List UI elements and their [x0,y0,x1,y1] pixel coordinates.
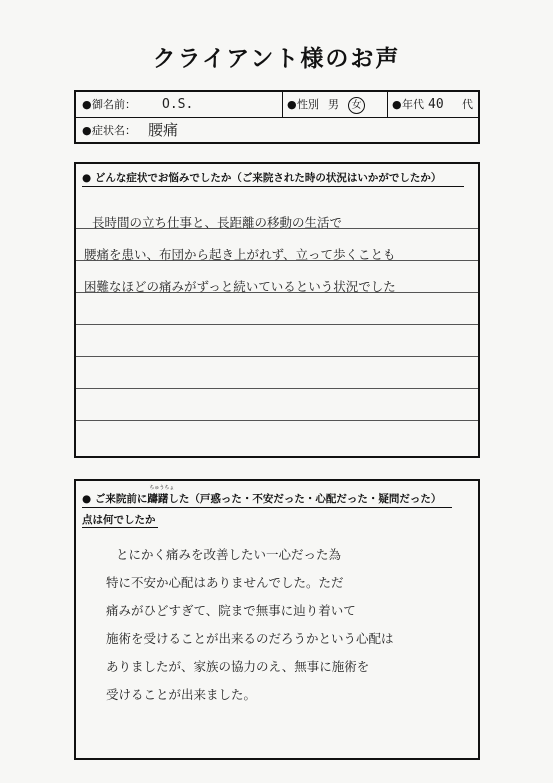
age-label: 年代 [402,98,424,111]
client-info-table [74,90,480,144]
underline [82,186,464,187]
symptom-value: 腰痛 [148,121,179,139]
divider [387,92,388,117]
bullet-icon: ● [287,98,297,111]
question-2-box [74,479,480,760]
answer-line: 困難なほどの痛みがずっと続いているという状況でした [84,279,396,294]
divider [282,92,283,117]
bullet-icon: ● [82,124,92,137]
gender-male: 男 [328,98,339,111]
gender-female-circled: 女 [342,92,365,117]
bullet-icon: ● [392,98,402,111]
question-2-text-line2: 点は何でしたか [82,514,156,526]
question-2-text: ● ご来院前に ちゅうちょ 躊躇した（戸惑った・不安だった・心配だった・疑問だった） [82,485,442,505]
ruby-reading: ちゅうちょ [149,485,175,491]
ruled-line [76,388,478,389]
answer-line: 受けることが出来ました。 [106,687,257,702]
symptom-label: 症状名： [92,124,136,137]
bullet-icon: ● [82,98,92,111]
answer-line: 痛みがひどすぎて、院まで無事に辿り着いて [106,603,356,618]
info-row-symptom [76,118,478,143]
answer-line: 腰痛を患い、布団から起き上がれず、立って歩くことも [84,247,396,262]
answer-line: ありましたが、家族の協力のえ、無事に施術を [106,659,370,674]
answer-line: 長時間の立ち仕事と、長距離の移動の生活で [92,215,343,230]
answer-line: 特に不安か心配はありませんでした。ただ [106,575,344,590]
underline [82,527,158,528]
name-value: O.S. [162,97,194,112]
info-row-name [76,92,478,118]
ruled-line [76,324,478,325]
answer-line: とにかく痛みを改善したい一心だった為 [116,547,342,562]
underline [82,507,452,508]
age-value: 40 [428,97,444,112]
gender-label: 性別 [297,98,319,111]
answer-line: 施術を受けることが出来るのだろうかという心配は [106,631,394,646]
page-title: クライアント様のお声 [152,46,401,72]
age-unit: 代 [462,98,473,111]
question-1-text: ● どんな症状でお悩みでしたか（ご来院された時の状況はいかがでしたか） [82,172,442,184]
ruled-line [76,420,478,421]
question-1-box [74,162,480,458]
name-label: 御名前： [92,98,136,111]
ruled-line [76,356,478,357]
